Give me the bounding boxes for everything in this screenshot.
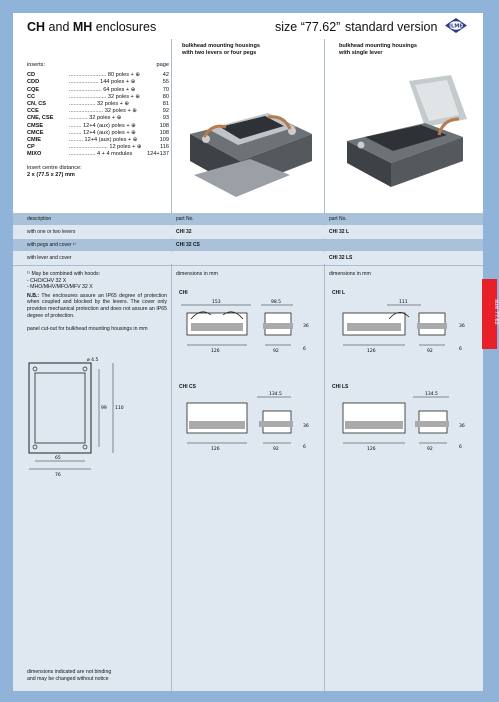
svg-text:110: 110: [115, 406, 124, 411]
svg-text:92: 92: [273, 447, 279, 452]
insert-row: CQE ..................... 64 poles + ⊕ 70: [27, 86, 169, 93]
inserts-rows: [27, 72, 169, 158]
insert-row: CN, CS ................. 32 poles + ⊕ 81: [27, 101, 169, 108]
insert-row: CCE ...................... 32 poles + ⊕ 92: [27, 108, 169, 115]
band-row-levers: with one or two levers CHI 32 CHI 32 L: [13, 226, 483, 238]
chil-label: CHI L: [332, 290, 346, 296]
footer-note: dimensions indicated are not binding and may be changed without notice: [27, 669, 112, 682]
svg-text:126: 126: [211, 447, 220, 452]
chics-drawing: [177, 391, 323, 453]
size-label: size “77.62”: [275, 20, 341, 34]
band-row-lever-cover: with lever and cover CHI 32 LS: [13, 252, 483, 264]
svg-text:ø 4.5: ø 4.5: [87, 358, 99, 363]
housing-single-lever-image: [339, 75, 479, 209]
svg-text:126: 126: [367, 349, 376, 354]
svg-text:36: 36: [459, 324, 465, 329]
insert-row: CMSE ........ 12+4 (aux) poles + ⊕ 108: [27, 122, 169, 129]
svg-text:111: 111: [399, 300, 408, 305]
inserts-list: inserts: page CD ........................ 80 poles + ⊕ 42 CDD ................... 144 poles + ⊕ 55 CQE ..................... 64 poles + ⊕ 70 CC ........................ 32 poles + ⊕ 80 CN, CS ................. 32 poles + ⊕ 81 CCE ...................... 32 poles + ⊕ 92 CNE, CSE ............ 32 poles + ⊕ 93 CMSE ........ 12+4 (aux) poles + ⊕ 108 CMCE ........ 12+4 (aux) poles + ⊕ 108 CMIE ......... 12+4 (aux) poles + ⊕ 109 CP ......................... 12 poles + ⊕ 116 MIXO ................. 4 + 4 modules 124+137 insert centre distance: 2 x (77.5 x 27) mm: [27, 62, 169, 178]
chil-drawing: [329, 297, 479, 357]
dims-label-col3: dimensions in mm: [329, 271, 371, 277]
page-title: CH and MH enclosures: [27, 20, 157, 34]
panel-cutout-drawing: [23, 355, 133, 480]
svg-text:92: 92: [273, 349, 279, 354]
band-row-pegs: with pegs and cover ¹⁾ CHI 32 CS: [13, 239, 483, 251]
insert-row: MIXO ................. 4 + 4 modules 124+137: [27, 151, 169, 158]
svg-text:36: 36: [303, 424, 309, 429]
svg-text:92: 92: [427, 349, 433, 354]
version-label: standard version: [345, 20, 438, 34]
insert-row: CNE, CSE ............ 32 poles + ⊕ 93: [27, 115, 169, 122]
svg-text:36: 36: [459, 424, 465, 429]
housing-two-levers-image: [180, 79, 320, 209]
insert-row: CC ........................ 32 poles + ⊕ 80: [27, 93, 169, 100]
svg-text:153: 153: [212, 300, 221, 305]
svg-text:6: 6: [303, 445, 306, 450]
col-two-levers: bulkhead mounting housings with two levers or four pegs: [172, 39, 324, 213]
centre-distance-label: insert centre distance:: [27, 164, 82, 171]
svg-text:134.5: 134.5: [425, 392, 438, 397]
notes: ¹⁾ May be combined with hoods: - CHO/CHV 32 X - MHO/MHV/MFO/MFV 32 X N.B.: The enclosures assure an IP65 degree of protection when coupled and blocked by the levers. The cover only provides mechanical protection and does not assure an IP65 degree of protection. panel cut-out for bulkhead mounting housings in mm: [27, 271, 167, 333]
chi-drawing: [177, 297, 323, 357]
insert-row: CDD ................... 144 poles + ⊕ 55: [27, 79, 169, 86]
insert-row: CP ......................... 12 poles + ⊕ 116: [27, 144, 169, 151]
svg-text:76: 76: [55, 473, 61, 478]
insert-row: CD ........................ 80 poles + ⊕ 42: [27, 72, 169, 79]
svg-text:6: 6: [459, 347, 462, 352]
chi-label: CHI: [179, 290, 188, 296]
svg-text:ILME: ILME: [449, 23, 463, 30]
insert-row: CMCE ........ 12+4 (aux) poles + ⊕ 108: [27, 129, 169, 136]
page-header: [13, 13, 483, 40]
svg-text:92: 92: [427, 447, 433, 452]
centre-distance-value: 2 x (77.5 x 27) mm: [27, 171, 75, 178]
chics-label: CHI CS: [179, 384, 196, 390]
svg-text:126: 126: [367, 447, 376, 452]
svg-text:126: 126: [211, 349, 220, 354]
svg-text:6: 6: [459, 445, 462, 450]
col-single-lever: bulkhead mounting housings with single lever: [325, 39, 483, 213]
svg-text:65: 65: [55, 456, 61, 461]
dims-label-col2: dimensions in mm: [176, 271, 218, 277]
inserts-panel: [13, 39, 171, 213]
svg-text:98.5: 98.5: [271, 300, 282, 305]
svg-text:99: 99: [101, 406, 107, 411]
catalog-page: [13, 13, 483, 691]
svg-text:6: 6: [303, 347, 306, 352]
svg-text:134.5: 134.5: [269, 392, 282, 397]
band-header: description part No. part No.: [13, 213, 483, 225]
side-size-tab[interactable]: size 77.62: [482, 279, 497, 349]
chils-drawing: [329, 389, 479, 453]
brand-logo-icon: [445, 18, 467, 33]
svg-text:36: 36: [303, 324, 309, 329]
chils-label: CHI LS: [332, 384, 349, 390]
insert-row: CMIE ......... 12+4 (aux) poles + ⊕ 109: [27, 137, 169, 144]
